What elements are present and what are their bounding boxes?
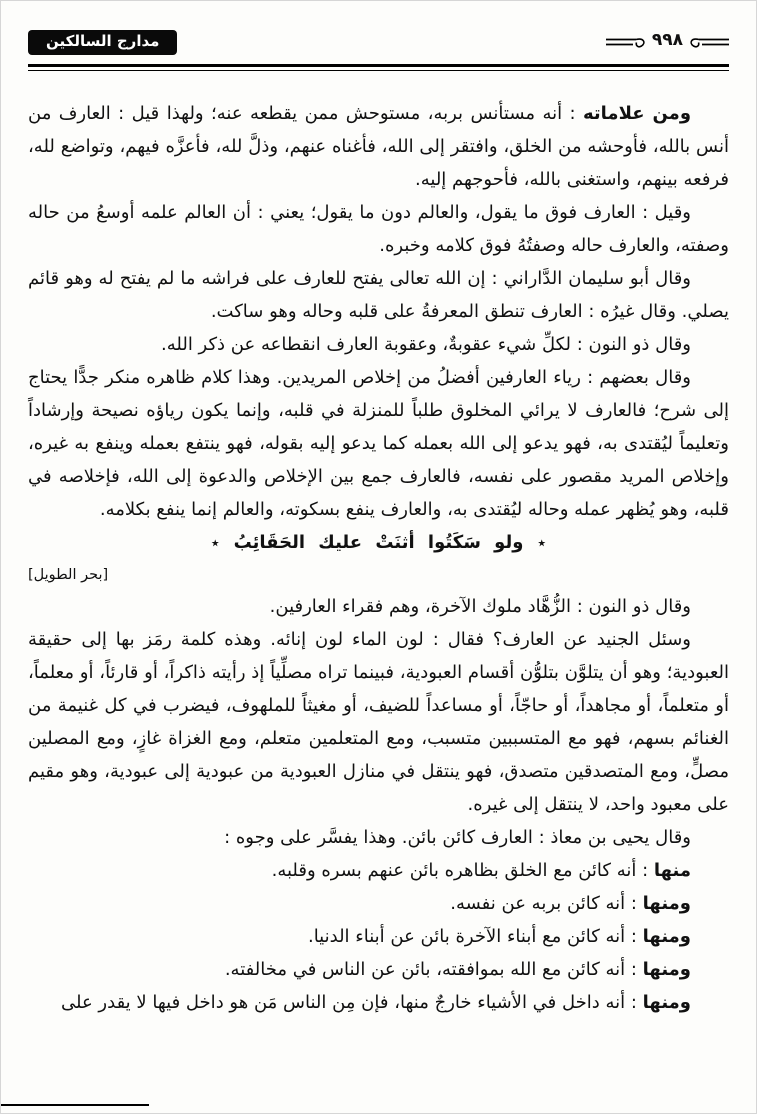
paragraph	[28, 590, 729, 623]
book-title-banner	[28, 30, 177, 55]
paragraph	[28, 623, 729, 821]
paragraph	[28, 97, 729, 196]
paragraph-lead: ومنها	[642, 992, 691, 1013]
flourish-right-icon	[687, 30, 729, 54]
paragraph-text: : أنه كائن مع الله بموافقته، بائن عن الناس في مخالفته.	[224, 959, 643, 980]
paragraph	[28, 361, 729, 526]
paragraph-text: وقال بعضهم : رياء العارفين أفضلُ من إخلاص المريدين. وهذا كلام ظاهره منكر جدًّا يحتاج إلى شرح؛ فالعارف لا يرائي المخلوق طلباً للمنزلة في قلبه، وإنما يكون رياؤه نصيحة وإرشاداً وتعليماً ليُقتدى به، فهو يدعو إلى الله بعمله كما يدعو إليه بقوله، فهو ينتفع بعمله وينفع به غيره، وإخلاص المريد مقصور على نفسه، فالعارف جمع بين الإخلاص والدعوة إلى الله، فإخلاصه في قلبه، وهو يُظهر عمله وحاله ليُقتدى به، والعارف ينفع بسكوته، والعالم إنما ينفع بكلامه.	[28, 367, 729, 520]
paragraph-text: وقال ذو النون : لكلِّ شيء عقوبةٌ، وعقوبة العارف انقطاعه عن ذكر الله.	[161, 334, 691, 355]
scan-artifact-line	[1, 1104, 149, 1106]
paragraph-text: وقيل : العارف فوق ما يقول، والعالم دون ما يقول؛ يعني : أن العالم علمه أوسعُ من حاله وصفته، والعارف حاله وصفتُهُ فوق كلامه وخبره.	[28, 202, 729, 256]
page-body	[28, 97, 729, 1019]
star-ornament-icon: ٭	[210, 533, 220, 552]
page-number: ٩٩٨	[651, 29, 683, 50]
paragraph-text: : أنه كائن مع أبناء الآخرة بائن عن أبناء الدنيا.	[307, 926, 643, 947]
book-title: مدارج السالكين	[46, 31, 160, 50]
header-divider	[28, 64, 729, 71]
paragraph-text: وقال ذو النون : الزُّهَّاد ملوك الآخرة، وهم فقراء العارفين.	[269, 596, 691, 617]
paragraph	[28, 986, 729, 1019]
paragraph	[28, 196, 729, 262]
page-number-ornament	[606, 30, 729, 55]
paragraph-text: : أنه مستأنس بربه، مستوحش ممن يقطعه عنه؛ ولهذا قيل : العارف من أنس بالله، فأوحشه من الخلق، وافتقر إلى الله، فأغناه عنهم، وذلَّ لله، فأعزَّه فيهم، وتواضع لله، فرفعه بينهم، واستغنى بالله، فأحوجهم إليه.	[28, 103, 729, 190]
paragraph-lead: منها	[653, 860, 691, 881]
flourish-left-icon	[606, 30, 648, 54]
paragraph	[28, 262, 729, 328]
paragraph	[28, 887, 729, 920]
paragraph	[28, 328, 729, 361]
paragraph-text: وقال يحيى بن معاذ : العارف كائن بائن. وهذا يفسَّر على وجوه :	[224, 827, 691, 848]
verse-text: ولو سَكَتُوا أثنَتْ عليك الحَقَائِبُ	[233, 532, 524, 553]
meter-annotation: [بحر الطويل]	[28, 567, 109, 583]
paragraph-text: وسئل الجنيد عن العارف؟ فقال : لون الماء لون إنائه. وهذه كلمة رمَز بها إلى حقيقة العبودية؛ وهو أن يتلوَّن بتلوُّن أقسام العبودية، فبينما تراه مصلِّياً إذ رأيته ذاكراً، أو قارئاً، أو معلماً، أو متعلماً، أو مجاهداً، أو حاجّاً، أو مساعداً للضيف، أو مغيثاً للملهوف، فيضرب في كل غنيمة من الغنائم بسهم، فهو مع المتسببين متسبب، ومع المتعلمين متعلم، ومع الغزاة غازٍ، ومع المصلين مصلٍّ، ومع المتصدقين متصدق، فهو ينتقل في منازل العبودية من عبودية إلى عبودية، وهو مقيم على معبود واحد، لا ينتقل إلى غيره.	[28, 629, 729, 815]
paragraph	[28, 920, 729, 953]
paragraph-text: : أنه داخل في الأشياء خارجٌ منها، فإن مِن الناس مَن هو داخل فيها لا يقدر على	[61, 992, 643, 1013]
paragraph-lead: ومنها	[642, 959, 691, 980]
paragraph-lead: ومنها	[642, 893, 691, 914]
paragraph-text: : أنه كائن بربه عن نفسه.	[450, 893, 643, 914]
star-ornament-icon: ٭	[537, 533, 547, 552]
paragraph-lead: ومن علاماته	[582, 103, 692, 124]
paragraph-text: : أنه كائن مع الخلق بظاهره بائن عنهم بسره وقلبه.	[271, 860, 654, 881]
page-header	[28, 27, 729, 57]
paragraph-text: وقال أبو سليمان الدَّاراني : إن الله تعالى يفتح للعارف على فراشه ما لم يفتح له وهو قائم يصلي. وقال غيرُه : العارف تنطق المعرفةُ على قلبه وحاله وهو ساكت.	[28, 268, 729, 322]
paragraph	[28, 821, 729, 854]
verse-line	[28, 526, 729, 560]
paragraph	[28, 953, 729, 986]
paragraph-lead: ومنها	[642, 926, 691, 947]
paragraph	[28, 854, 729, 887]
